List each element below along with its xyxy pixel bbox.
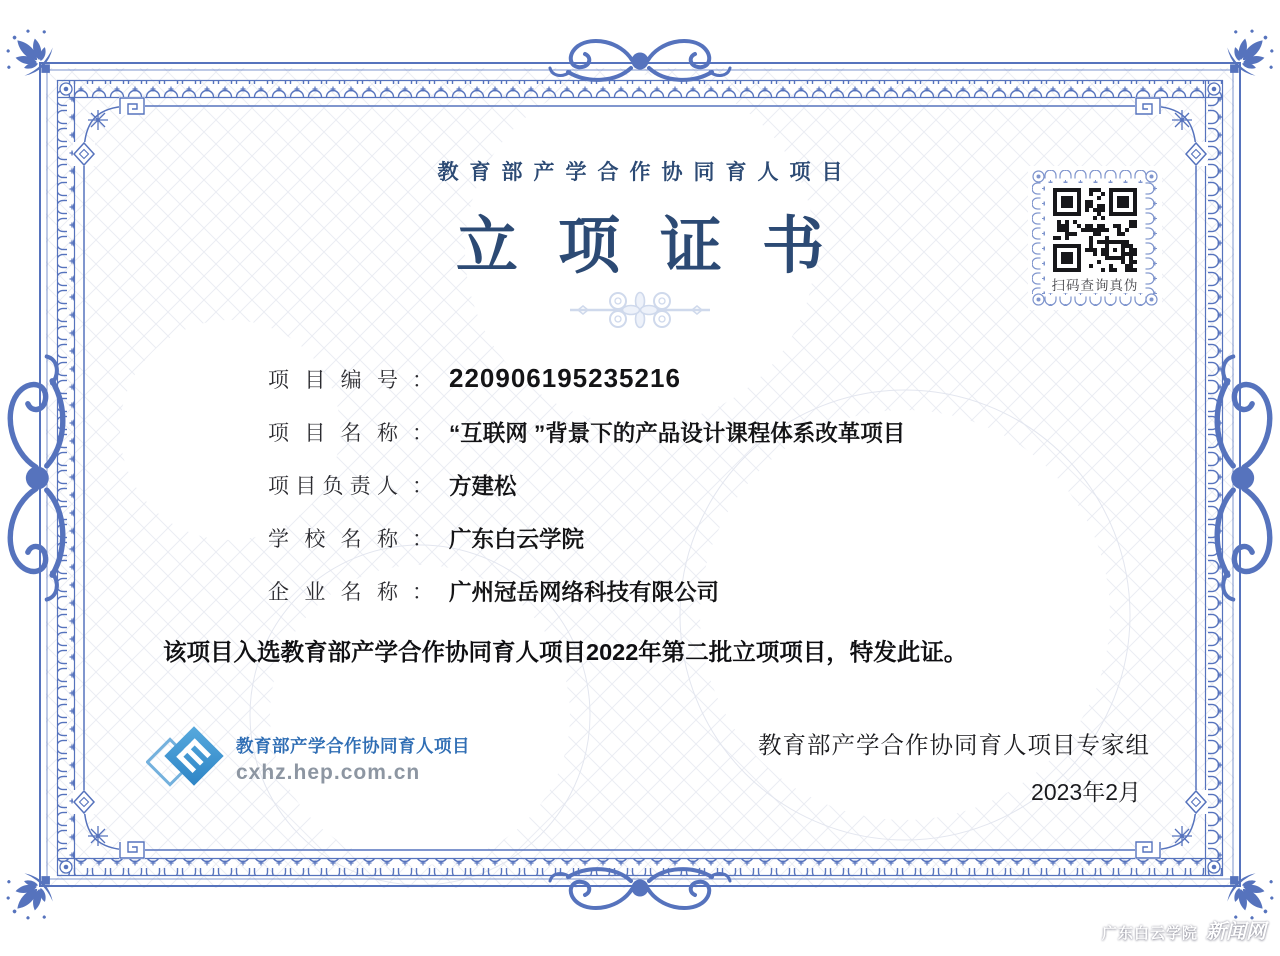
approval-statement: 该项目入选教育部产学合作协同育人项目2022年第二批立项项目，特发此证。 [163,639,968,665]
field-label-school-name: 学校名称 [268,527,398,551]
field-value-company-name: 广州冠岳网络科技有限公司 [449,579,720,605]
program-logo-org: 教育部产学合作协同育人项目 [236,736,470,756]
field-row-project-name [268,405,905,458]
field-row-project-leader [268,458,905,511]
signature-date: 2023年2月 [1031,779,1141,805]
field-row-school-name [268,511,905,564]
field-label-company-name: 企业名称 [268,580,398,604]
signature-org: 教育部产学合作协同育人项目专家组 [758,732,1150,758]
certificate-title: 立项证书 [455,212,864,281]
field-value-school-name: 广东白云学院 [449,526,585,552]
program-name: 教育部产学合作协同育人项目 [437,161,854,184]
field-colon: ： [412,368,433,392]
field-row-project-number [268,352,905,405]
watermark [1102,915,1266,944]
field-colon: ： [412,580,433,604]
field-colon: ： [412,527,433,551]
field-colon: ： [412,421,433,445]
program-logo-site-url: cxhz.hep.com.cn [236,761,421,784]
qr-verification-stamp [1028,166,1162,310]
program-logo-block [146,714,470,804]
watermark-suffix: 新闻网 [1206,921,1266,943]
field-row-company-name [268,564,905,617]
qr-label: 扫码查询真伪 [1051,278,1139,293]
project-fields [268,352,905,617]
flourish-divider [570,288,710,332]
qr-code [1053,188,1137,272]
field-colon: ： [412,474,433,498]
watermark-site-name: 广东白云学院 [1101,925,1198,942]
field-value-project-number: 220906195235216 [449,363,681,393]
field-value-project-name: “互联网 ”背景下的产品设计课程体系改革项目 [449,420,906,446]
field-label-project-name: 项目名称 [268,421,398,445]
field-value-project-leader: 方建松 [449,473,517,499]
field-label-project-leader: 项目负责人 [268,474,398,498]
field-label-project-number: 项目编号 [268,368,398,392]
signature-block [758,726,1150,807]
program-logo-text [236,733,470,785]
program-logo-icon [146,714,226,804]
